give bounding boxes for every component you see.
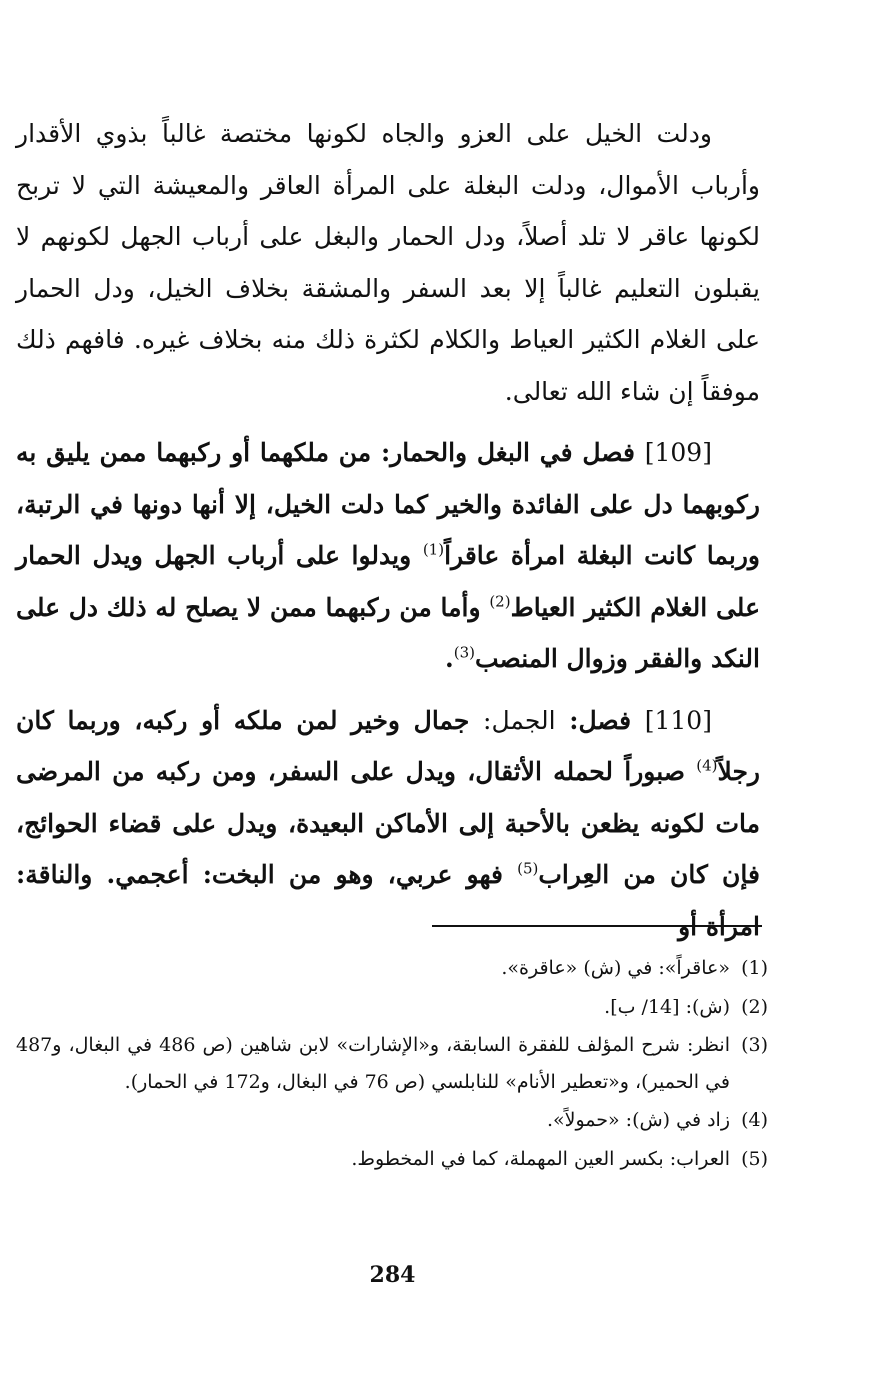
section-number: [110] <box>644 705 712 735</box>
footnote-number: (2) <box>741 995 768 1018</box>
main-text <box>16 108 760 962</box>
paragraph-text: وأما من ركبهما ممن لا يصلح له ذلك دل على النكد والفقر وزوال المنصب <box>16 592 760 673</box>
footnote-item <box>16 950 768 987</box>
footnote-number: (3) <box>741 1034 768 1056</box>
footnote-text: (ش): [14/ ب]. <box>604 995 730 1018</box>
footnote-number: (1) <box>741 957 768 979</box>
paragraph-109 <box>16 427 760 685</box>
paragraph-text: جمال وخير لمن ملكه أو ركبه، وربما كان رجلاً <box>16 705 760 786</box>
paragraph-text: ويدلوا على أرباب الجهل ويدل الحمار على الغلام الكثير العياط <box>16 541 760 622</box>
page-number: 284 <box>369 1262 416 1288</box>
section-heading: فصل: <box>569 705 632 735</box>
footnotes <box>16 950 768 1179</box>
paragraph-110 <box>16 695 760 953</box>
footnote-ref[interactable]: (4) <box>696 756 718 775</box>
paragraph-1: ودلت الخيل على العزو والجاه لكونها مختصة غالباً بذوي الأقدار وأرباب الأموال، ودلت البغلة على المرأة العاقر والمعيشة التي لا تربح لكونها عاقر لا تلد أصلاً، ودل الحمار والبغل على أرباب الجهل لكونهم لا يقبلون التعليم غالباً إلا بعد السفر والمشقة بخلاف الخيل، ودل الحمار على الغلام الكثير العياط والكلام لكثرة ذلك منه بخلاف غيره. فافهم ذلك موفقاً إن شاء الله تعالى. <box>16 119 760 406</box>
footnote-item <box>16 989 768 1026</box>
paragraph-text: فهو عربي، وهو من البخت: أعجمي. والناقة: امرأة أو <box>16 860 760 941</box>
paragraph-text: من ملكهما أو ركبهما ممن يليق به ركوبهما دل على الفائدة والخير كما دلت الخيل، إلا أنها دونها في الرتبة، وربما كانت البغلة امرأة عاقراً <box>16 438 760 570</box>
footnote-text: انظر: شرح المؤلف للفقرة السابقة، و«الإشارات» لابن شاهين (ص 486 في البغال، و487 في الحمير)، و«تعطير الأنام» للنابلسي (ص 76 في البغال، و172 في الحمار). <box>16 1034 730 1093</box>
section-number: [109] <box>644 438 712 467</box>
section-heading: فصل <box>582 438 635 467</box>
footnote-ref[interactable]: (2) <box>489 592 511 611</box>
footnote-text: زاد في (ش): «حمولاً». <box>546 1109 730 1131</box>
footnote-text: العراب: بكسر العين المهملة، كما في المخطوط. <box>351 1147 730 1170</box>
footnote-ref[interactable]: (3) <box>453 643 475 662</box>
section-heading-rest: في البغل والحمار: <box>380 438 573 467</box>
footnote-divider <box>432 925 762 927</box>
footnote-ref[interactable]: (5) <box>517 859 539 878</box>
section-heading-rest: الجمل: <box>483 705 556 735</box>
footnote-text: «عاقراً»: في (ش) «عاقرة». <box>501 957 730 979</box>
footnote-item <box>16 1102 768 1139</box>
footnote-item <box>16 1141 768 1178</box>
footnote-number: (4) <box>741 1109 768 1131</box>
paragraph-text: صبوراً لحمله الأثقال، ويدل على السفر، ومن ركبه من المرضى مات لكونه يظعن بالأحبة إلى الأماكن البعيدة، ويدل على قضاء الحوائج، فإن كان من العِراب <box>16 757 760 889</box>
footnote-number: (5) <box>741 1147 768 1170</box>
paragraph-text: . <box>445 644 454 673</box>
footnote-ref[interactable]: (1) <box>422 540 445 559</box>
footnote-item <box>16 1027 768 1100</box>
